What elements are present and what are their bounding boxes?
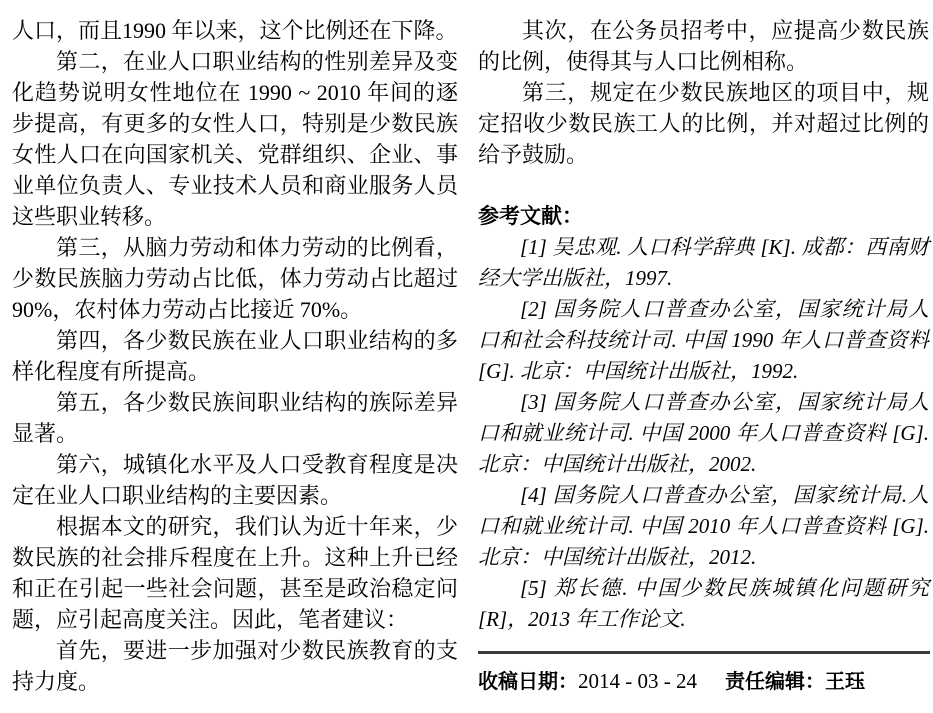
footer-divider (478, 651, 930, 654)
body-paragraph: 第三，规定在少数民族地区的项目中，规定招收少数民族工人的比例，并对超过比例的给予鼓励。 (478, 80, 929, 167)
left-column (12, 15, 458, 697)
editor-name: 王珏 (825, 671, 865, 693)
received-date-value: 2014 - 03 - 24 (578, 669, 697, 693)
reference-item: [4] 国务院人口普查办公室，国家统计局.人口和就业统计司. 中国 2010 年人口普查资料 [G]. 北京：中国统计出版社，2012. (478, 483, 929, 569)
editor-label: 责任编辑： (725, 671, 825, 693)
article-footer (478, 651, 930, 696)
body-paragraph: 第五，各少数民族间职业结构的族际差异显著。 (12, 390, 458, 446)
body-paragraph: 根据本文的研究，我们认为近十年来，少数民族的社会排斥程度在上升。这种上升已经和正在引起一些社会问题，甚至是政治稳定问题，应引起高度关注。因此，笔者建议： (12, 514, 458, 632)
body-paragraph: 第四，各少数民族在业人口职业结构的多样化程度有所提高。 (12, 328, 458, 384)
body-paragraph: 第二，在业人口职业结构的性别差异及变化趋势说明女性地位在 1990 ~ 2010 年间的逐步提高，有更多的女性人口，特别是少数民族女性人口在向国家机关、党群组织、企业、事业单位负责人、专业技术人员和商业服务人员这些职业转移。 (12, 49, 458, 229)
reference-item: [1] 吴忠观. 人口科学辞典 [K]. 成都：西南财经大学出版社，1997. (478, 235, 929, 290)
body-paragraph: 第六，城镇化水平及人口受教育程度是决定在业人口职业结构的主要因素。 (12, 452, 458, 508)
body-paragraph: 其次，在公务员招考中，应提高少数民族的比例，使得其与人口比例相称。 (478, 18, 929, 74)
footer-line (478, 667, 930, 696)
reference-item: [5] 郑长德. 中国少数民族城镇化问题研究 [R]，2013 年工作论文. (478, 576, 929, 631)
body-paragraph: 第三，从脑力劳动和体力劳动的比例看，少数民族脑力劳动占比低，体力劳动占比超过90%，农村体力劳动占比接近 70%。 (12, 235, 458, 322)
body-paragraph: 人口，而且1990 年以来，这个比例还在下降。 (12, 18, 458, 43)
received-date-label: 收稿日期： (478, 671, 578, 693)
reference-item: [3] 国务院人口普查办公室，国家统计局人口和就业统计司. 中国 2000 年人口普查资料 [G]. 北京：中国统计出版社，2002. (478, 390, 929, 476)
body-paragraph: 首先，要进一步加强对少数民族教育的支持力度。 (12, 638, 458, 694)
reference-item: [2] 国务院人口普查办公室，国家统计局人口和社会科技统计司. 中国 1990 年人口普查资料 [G]. 北京：中国统计出版社，1992. (478, 297, 929, 383)
right-column (478, 15, 929, 635)
references-heading: 参考文献： (478, 205, 583, 228)
